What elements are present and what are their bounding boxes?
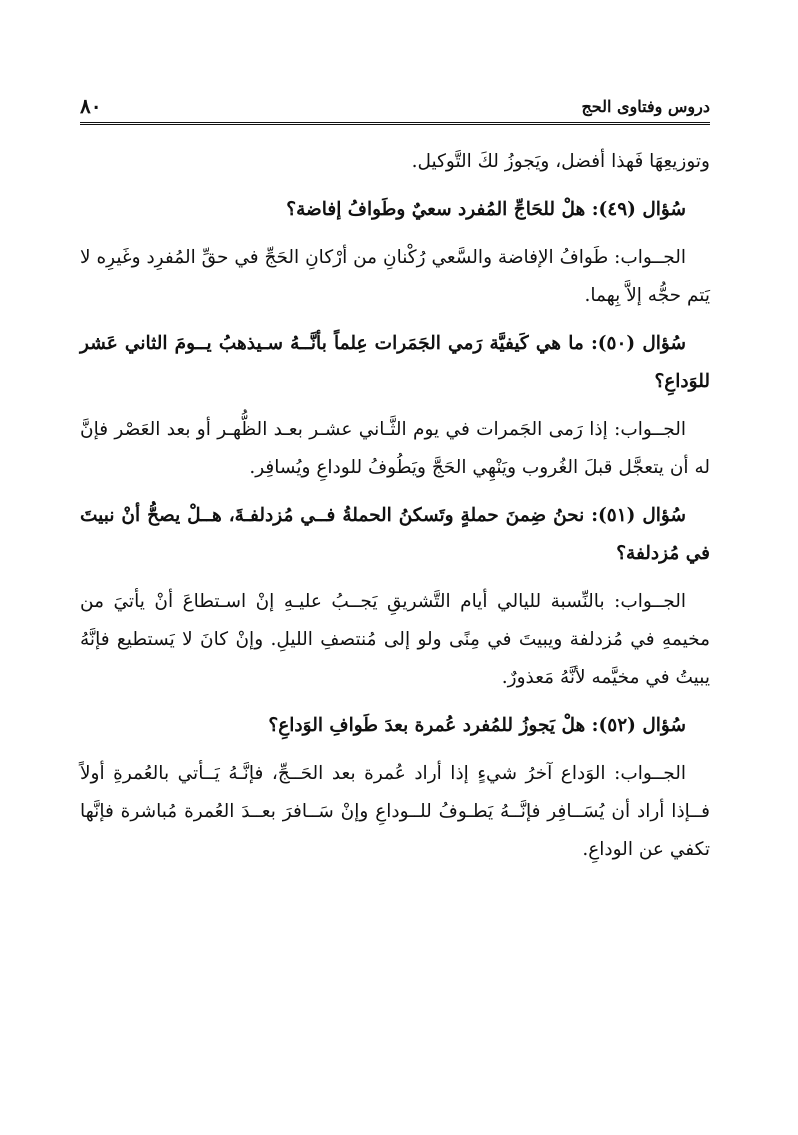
question-49: سُؤال (٤٩): هلْ للحَاجِّ المُفرد سعيٌ وطَوافُ إفاضة؟ [286, 199, 686, 220]
page-number: ٨٠ [80, 94, 102, 118]
question-50: سُؤال (٥٠): ما هي كَيفيَّة رَمي الجَمَرات عِلماً بأنَّــهُ سـيذهبُ يــومَ الثاني عَشر للوَداعِ؟ [80, 333, 710, 392]
answer-51: الجــواب: بالنِّسبة لليالي أيام التَّشريقِ يَجــبُ عليـهِ إنْ اسـتطاعَ أنْ يأتيَ من مخيمهِ في مُزدلفة ويبيتَ في مِنًى ولو إلى مُنتصفِ الليلِ. وإنْ كانَ لا يَستطيع فإنَّهُ يبيتُ في مخيَّمه لأنَّهُ مَعذورٌ. [80, 591, 710, 688]
answer-52: الجــواب: الوَداع آخرُ شيءٍ إذا أراد عُمرة بعد الحَــجِّ، فإنَّـهُ يَــأتي بالعُمرةِ أولاً فــإذا أراد أن يُسَــافِر فإنَّــهُ يَطـوفُ للــوداعِ وإنْ سَــافرَ بعــدَ العُمرة مُباشرة فإنَّها تكفي عن الوداعِ. [80, 763, 710, 860]
question-52: سُؤال (٥٢): هلْ يَجوزُ للمُفرد عُمرة بعدَ طَوافِ الوَداعِ؟ [268, 715, 686, 736]
book-title: دروس وفتاوى الحج [581, 97, 710, 116]
answer-50: الجــواب: إذا رَمى الجَمرات في يوم الثَّـاني عشـر بعـد الظُّهـر أو بعد العَصْر فإنَّ له أن يتعجَّل قبلَ الغُروب ويَنْهِي الحَجَّ ويَطُوفُ للوداعِ ويُسافِر. [80, 419, 710, 478]
question-51: سُؤال (٥١): نحنُ ضِمنَ حملةٍ وتَسكنُ الحملةُ فــي مُزدلفـةَ، هــلْ يصحُّ أنْ نبيتَ في مُزدلفة؟ [80, 505, 710, 564]
book-page [80, 92, 710, 879]
running-header [80, 92, 710, 125]
answer-49: الجــواب: طَوافُ الإفاضة والسَّعي رُكْنانِ من أرْكانِ الحَجِّ في حقِّ المُفرِد وغَيرِه لا يَتم حجُّه إلاَّ بِهما. [80, 247, 710, 306]
continuation-paragraph: وتوزيعِهَا فَهذا أفضل، ويَجوزُ لكَ التَّوكيل. [411, 151, 710, 172]
page-content [80, 143, 710, 869]
